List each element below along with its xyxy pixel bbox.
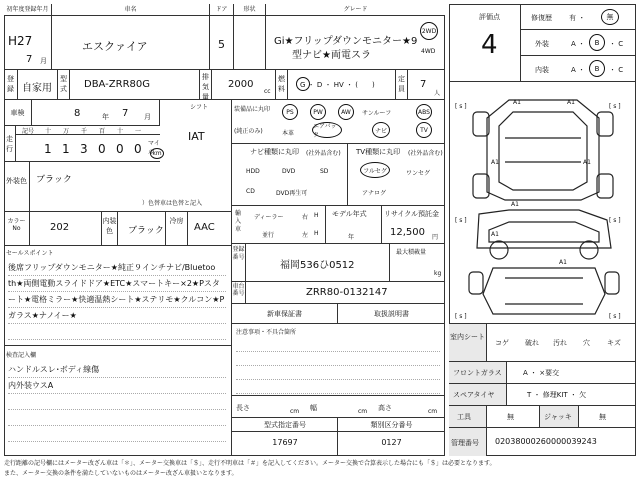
- inspection-cell: [32, 100, 160, 126]
- recycle-value: 12,500: [390, 227, 425, 238]
- mileage-mile-option: マイル: [148, 140, 160, 156]
- diagram-label-4: A1: [583, 159, 591, 166]
- import-handle-l: H: [314, 230, 319, 237]
- recycle-box: [382, 206, 445, 244]
- mileage-label: 走行: [4, 126, 16, 162]
- diagram-bracket-mr: [ s ]: [609, 217, 621, 224]
- grade-header: グレード: [266, 4, 445, 16]
- score-box: [449, 4, 521, 82]
- displacement-label: 排気量: [200, 70, 212, 100]
- model-year-label: モデル年式: [332, 210, 367, 218]
- sales-points-box: [4, 246, 232, 346]
- mileage-digit-3: 3: [80, 142, 88, 156]
- interior-color: ブラック: [118, 212, 166, 246]
- fuel-cell: [288, 70, 396, 100]
- width-unit: cm: [358, 408, 368, 415]
- category-box: [338, 418, 445, 456]
- height-label: 高さ: [378, 404, 392, 412]
- repair-options: 有 ・: [569, 14, 586, 22]
- tv-oneseg: ワンセグ: [406, 170, 431, 177]
- grade-cell: [266, 16, 445, 70]
- tv-fullseg: フルセグ: [360, 162, 390, 178]
- diagram-label-6: A1: [491, 231, 499, 238]
- tools-value: 無: [507, 413, 514, 421]
- equip-sunroof: サンルーフ: [362, 110, 392, 117]
- mileage-km-circle: km: [150, 148, 164, 159]
- reg-number: 福岡536ひ0512: [246, 244, 390, 282]
- diagram-label-3: A1: [491, 159, 499, 166]
- capacity-cell: [408, 70, 445, 100]
- spare-label: スペアタイヤ: [449, 384, 507, 405]
- inspector-label: 検査記入欄: [6, 352, 37, 359]
- mgmt-row: [449, 428, 636, 456]
- color-change-note: ）色替車は色替と記入: [142, 200, 203, 207]
- reg-month: 7: [26, 54, 33, 65]
- fuel-options: G ・ D ・ HV ・ ( ): [300, 81, 375, 89]
- recycle-label: リサイクル預託金: [384, 210, 440, 218]
- inspector-line-3: [8, 394, 226, 410]
- spare-row: [449, 384, 636, 406]
- notes-line-1: [236, 338, 440, 352]
- mileage-unit-0: 記号: [21, 128, 34, 135]
- mileage-unit-5: 十: [116, 128, 123, 135]
- exterior-color: ブラック: [36, 175, 72, 185]
- max-load-box: [390, 244, 445, 282]
- front-glass-label: フロントガラス: [449, 362, 507, 383]
- diagram-label-1: A1: [513, 99, 521, 106]
- interior-eval-tail: ・ C: [609, 66, 624, 74]
- equipment-sublabel: (純正のみ): [234, 128, 263, 135]
- footer-line-2: また、メーター交換の条件を満たしていないものはメーター改ざん車扱いとなります。: [4, 470, 238, 477]
- exterior-color-cell: [30, 162, 232, 212]
- interior-eval-circle: B: [589, 60, 605, 77]
- seat-row: [449, 324, 636, 362]
- exterior-eval-label: 外装: [535, 40, 549, 48]
- diagram-bracket-tl: [ s ]: [455, 103, 467, 110]
- import-left: 左: [302, 232, 309, 239]
- mileage-digit-4: 0: [98, 142, 106, 156]
- mgmt-label: 管理番号: [449, 428, 487, 456]
- tools-row: [449, 406, 636, 428]
- inspection-month-unit: 月: [144, 113, 151, 121]
- shift-label: シフト: [190, 104, 209, 111]
- displacement: 2000: [228, 79, 254, 90]
- equip-aw: AW: [338, 104, 354, 120]
- car-name: エスクァイア: [52, 16, 210, 70]
- equip-abs: ABS: [416, 104, 432, 120]
- first-reg-header: 初年度登録年月: [4, 4, 52, 16]
- model-year-box: [326, 206, 382, 244]
- model: DBA-ZRR80G: [70, 70, 200, 100]
- type-designation-box: [232, 418, 338, 456]
- nav-dvd: DVD: [282, 168, 296, 175]
- diagram-label-2: A1: [567, 99, 575, 106]
- tv-box: [348, 144, 445, 206]
- mileage-unit-6: 一: [134, 128, 141, 135]
- mileage-digit-1: 1: [44, 142, 52, 156]
- tv-label: TV種類に丸印: [356, 148, 401, 156]
- jack-value: 無: [599, 413, 606, 421]
- usage-label: 登録: [4, 70, 18, 100]
- exterior-eval-tail: ・ C: [609, 40, 624, 48]
- door-header: ドア: [210, 4, 234, 16]
- tools-label: 工具: [449, 406, 487, 427]
- first-reg-cell: [4, 16, 52, 70]
- import-handle-r: H: [314, 212, 319, 219]
- mileage-unit-4: 百: [98, 128, 105, 135]
- nav-box: [232, 144, 348, 206]
- front-glass-row: [449, 362, 636, 384]
- height-unit: cm: [428, 408, 438, 415]
- car-name-header: 車名: [52, 4, 210, 16]
- sales-line-1: 後席フリップダウンモニター★純正９インチナビ/Bluetoo: [8, 260, 226, 276]
- interior-eval-label: 内装: [535, 66, 549, 74]
- nav-sd: SD: [320, 168, 329, 175]
- equip-leather: 本革: [282, 130, 295, 137]
- sales-points-label: セールスポイント: [6, 250, 54, 257]
- max-load-label: 最大積載量: [396, 249, 427, 256]
- manual-label: 取扱説明書: [338, 304, 445, 324]
- inspector-line-5: [8, 426, 226, 442]
- seat-item-3: 汚れ: [553, 339, 567, 347]
- score-value: 4: [481, 30, 498, 60]
- equip-navi: ナビ: [372, 122, 390, 138]
- inspector-line-2: 内外装ウスA: [8, 378, 226, 394]
- sales-line-4: ガラス★ナノイー★: [8, 308, 226, 324]
- chassis: ZRR80-0132147: [246, 282, 445, 304]
- shape-cell: [234, 16, 266, 70]
- footer-line-1: 走行距離の記号欄にはメーター改ざん車は「＊」、メーター交換車は「＄」、走行不明車は「＃」を記入してください。メーター交換で合算表示した場合にも「＄」は必要となります。: [4, 460, 496, 467]
- max-load-unit: kg: [434, 270, 442, 277]
- mileage-unit-2: 万: [62, 128, 69, 135]
- sales-line-3: ート★電格ミラー★快適温熱シート★ステリモ★クルコン★P: [8, 292, 226, 308]
- reg-year: H27: [8, 34, 33, 48]
- chassis-label: 車台番号: [232, 282, 246, 304]
- grade-line2: 型ナビ★両電スラ: [292, 50, 371, 61]
- color-no-label: カラーNo: [4, 212, 30, 246]
- displacement-cell: [212, 70, 276, 100]
- seat-item-2: 破れ: [525, 339, 539, 347]
- inspection-year-unit: 年: [102, 113, 109, 121]
- inspector-line-4: [8, 410, 226, 426]
- nav-label: ナビ種類に丸印: [250, 148, 299, 156]
- import-parallel: 並行: [262, 232, 275, 239]
- diagram-label-5: A1: [511, 201, 519, 208]
- usage: 自家用: [18, 70, 58, 100]
- interior-eval-options: A ・: [571, 66, 586, 74]
- grade-line1: Gi★フリップダウンモニター★9: [274, 36, 418, 47]
- inspection-year: 8: [74, 108, 81, 119]
- capacity-label: 定員: [396, 70, 408, 100]
- exterior-eval-circle: B: [589, 34, 605, 51]
- seat-label: 室内シート: [449, 324, 487, 361]
- repair-none-circle: 無: [601, 9, 619, 25]
- car-diagram-svg: [449, 82, 636, 324]
- notes-line-2: [236, 352, 440, 366]
- capacity: 7: [420, 79, 427, 90]
- mileage-digit-2: 1: [62, 142, 70, 156]
- shape-header: 形状: [234, 4, 266, 16]
- repair-row: [521, 4, 636, 30]
- import-dealer: ディーラー: [254, 214, 284, 221]
- type-designation: 17697: [272, 438, 298, 447]
- door-count: 5: [210, 16, 234, 70]
- front-glass-options: A ・ ×要交: [523, 369, 560, 377]
- sales-line-5: [8, 324, 226, 340]
- interior-eval-row: [521, 56, 636, 82]
- seat-item-4: 穴: [583, 339, 590, 347]
- mgmt-number: 020380002600000392​43: [495, 437, 597, 446]
- model-year-unit: 年: [348, 234, 355, 241]
- category-label: 類別区分番号: [338, 418, 445, 432]
- drive-4wd: 4WD: [421, 48, 436, 55]
- jack-label: ジャッキ: [539, 406, 579, 427]
- exterior-eval-options: A ・: [571, 40, 586, 48]
- capacity-unit: 人: [434, 90, 441, 97]
- inspector-box: [4, 346, 232, 456]
- nav-note: (社外品含む): [306, 150, 341, 157]
- repair-label: 修復歴: [531, 14, 552, 22]
- color-no: 202: [30, 212, 102, 246]
- ac: AAC: [188, 212, 232, 246]
- length-label: 長さ: [236, 404, 250, 412]
- shift-cell: [160, 100, 232, 162]
- mileage-unit-1: 十: [44, 128, 51, 135]
- tv-note: (社外品含む): [408, 150, 443, 157]
- inspection-month: 7: [122, 108, 129, 119]
- import-box: [232, 206, 326, 244]
- tv-analog: アナログ: [362, 190, 387, 197]
- seat-item-5: キズ: [607, 339, 621, 347]
- width-label: 幅: [310, 404, 317, 412]
- notes-line-4: [236, 380, 440, 394]
- diagram-bracket-ml: [ s ]: [455, 217, 467, 224]
- mileage-cell: [16, 126, 160, 162]
- length-unit: cm: [290, 408, 300, 415]
- import-label: 輸入車: [235, 210, 242, 233]
- category: 0127: [381, 438, 402, 447]
- mileage-units-row: [16, 126, 160, 135]
- mileage-digit-5: 0: [116, 142, 124, 156]
- diagram-label-7: A1: [559, 259, 567, 266]
- spare-options: T ・ 修理KIT ・ 欠: [527, 391, 587, 399]
- dimensions-row: [232, 396, 445, 418]
- diagram-bracket-tr: [ s ]: [609, 103, 621, 110]
- inspection-label: 車検: [4, 100, 32, 126]
- exterior-color-label: 外装色: [4, 162, 30, 212]
- seat-item-1: コゲ: [495, 339, 509, 347]
- reg-month-unit: 月: [40, 57, 47, 65]
- inspector-line-1: ハンドルスレ･ボディ線傷: [8, 362, 226, 378]
- diagram-bracket-bl: [ s ]: [455, 313, 467, 320]
- equip-ps: PS: [282, 104, 298, 120]
- car-diagram-area: [449, 82, 636, 324]
- notes-label: 注意事項・不具合箇所: [236, 329, 297, 336]
- interior-color-label: 内装色: [102, 212, 118, 246]
- score-label: 評価点: [479, 13, 500, 21]
- drive-2wd-circle: 2WD: [420, 22, 438, 40]
- nav-dvd-play: DVD再生可: [276, 190, 308, 197]
- nav-hdd: HDD: [246, 168, 260, 175]
- notes-box: [232, 324, 445, 396]
- import-right: 右: [302, 214, 309, 221]
- warranty-label: 新車保証書: [232, 304, 338, 324]
- equip-pw: PW: [310, 104, 326, 120]
- fuel-label: 燃料: [276, 70, 288, 100]
- equip-airbag: エアバック: [312, 122, 342, 138]
- diagram-bracket-br: [ s ]: [609, 313, 621, 320]
- displacement-unit: cc: [264, 88, 271, 95]
- nav-cd: CD: [246, 188, 255, 195]
- shift: IAT: [188, 130, 205, 143]
- mileage-unit-3: 千: [80, 128, 87, 135]
- exterior-eval-row: [521, 30, 636, 56]
- notes-line-3: [236, 366, 440, 380]
- type-designation-label: 型式指定番号: [232, 418, 338, 432]
- equipment-box: [232, 100, 445, 144]
- sales-line-2: th★両側電動スライドドア★ETC★スマートキー×2★Pスタ: [8, 276, 226, 292]
- model-label: 型式: [58, 70, 70, 100]
- recycle-unit: 円: [432, 234, 439, 241]
- mileage-digit-6: 0: [134, 142, 142, 156]
- reg-number-label: 登録番号: [232, 244, 246, 282]
- equipment-label: 装備品に丸印: [234, 106, 271, 113]
- ac-label: 冷房: [166, 212, 188, 246]
- equip-tv: TV: [416, 122, 432, 138]
